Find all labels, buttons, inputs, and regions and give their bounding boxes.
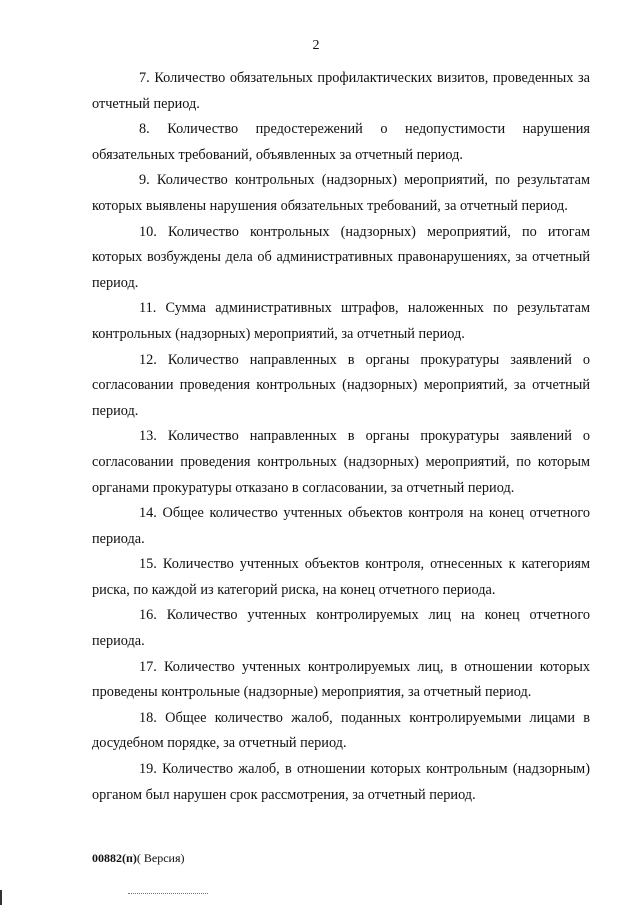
paragraph-13: 13. Количество направленных в органы прокуратуры заявлений о согласовании проведения контрольных (надзорных) мероприятий, по которым органами прокуратуры отказано в согласовании, за отчетный период. xyxy=(92,428,590,496)
page-number: 2 xyxy=(312,38,320,53)
paragraph-17: 17. Количество учтенных контролируемых лиц, в отношении которых проведены контрольные (надзорные) мероприятия, за отчетный период. xyxy=(92,658,590,701)
paragraph-7: 7. Количество обязательных профилактических визитов, проведенных за отчетный период. xyxy=(92,70,590,112)
paragraph-16: 16. Количество учтенных контролируемых лиц на конец отчетного периода. xyxy=(92,607,590,650)
paragraph-14: 14. Общее количество учтенных объектов контроля на конец отчетного периода. xyxy=(92,505,590,547)
paragraph-12: 12. Количество направленных в органы прокуратуры заявлений о согласовании проведения контрольных (надзорных) мероприятий, за отчетный период. xyxy=(92,351,590,419)
document-code-version: ( Версия) xyxy=(136,851,185,865)
scan-artifact xyxy=(128,893,208,898)
paragraph-11: 11. Сумма административных штрафов, наложенных по результатам контрольных (надзорных) мероприятий, за отчетный период. xyxy=(92,300,590,342)
paragraph-9: 9. Количество контрольных (надзорных) мероприятий, по результатам которых выявлены нарушения обязательных требований, за отчетный период. xyxy=(92,172,590,214)
paragraph-10: 10. Количество контрольных (надзорных) мероприятий, по итогам которых возбуждены дела об административных правонарушениях, за отчетный период. xyxy=(92,223,590,291)
document-body xyxy=(92,66,590,808)
page-edge-mark xyxy=(0,890,2,905)
paragraph-15: 15. Количество учтенных объектов контроля, отнесенных к категориям риска, по каждой из категорий риска, на конец отчетного периода. xyxy=(92,556,590,598)
paragraph-8: 8. Количество предостережений о недопустимости нарушения обязательных требований, объявленных за отчетный период. xyxy=(92,121,590,163)
document-code xyxy=(92,851,185,866)
paragraph-18: 18. Общее количество жалоб, поданных контролируемыми лицами в досудебном порядке, за отчетный период. xyxy=(92,709,590,752)
paragraph-19: 19. Количество жалоб, в отношении которых контрольным (надзорным) органом был нарушен срок рассмотрения, за отчетный период. xyxy=(92,761,590,803)
document-code-number: 00882(п) xyxy=(92,851,137,865)
